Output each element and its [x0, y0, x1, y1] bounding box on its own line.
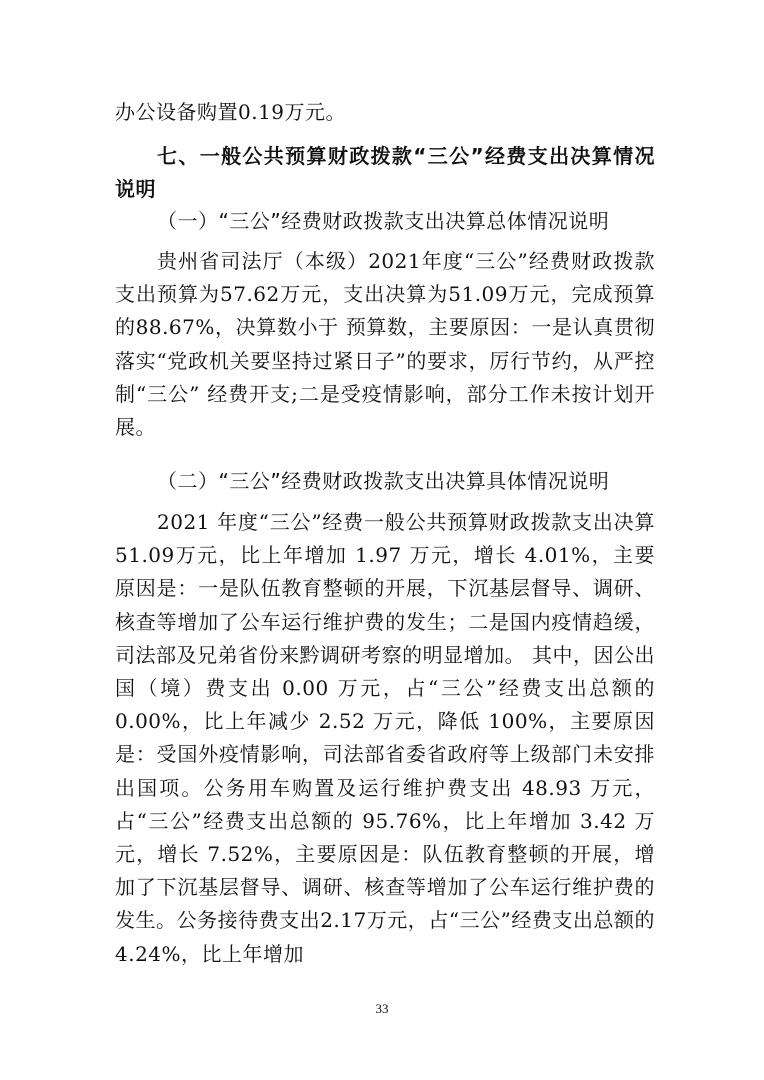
- page-number: 33: [375, 1001, 389, 1016]
- paragraph-overall: 贵州省司法厅（本级）2021年度“三公”经费财政拨款支出预算为57.62万元，支出决算为51.09万元，完成预算的88.67%，决算数小于 预算数，主要原因：一是认真贯彻落实“党政机关要坚持过紧日子”的要求，厉行节约，从严控制“三公” 经费开支;二是受疫情影响，部分工作未按计划开展。: [115, 249, 655, 440]
- subheading-details: （二）“三公”经费财政拨款支出决算具体情况说明: [157, 469, 610, 493]
- paragraph-details: 2021 年度“三公”经费一般公共预算财政拨款支出决算51.09万元，比上年增加 1.97 万元，增长 4.01%，主要原因是：一是队伍教育整顿的开展，下沉基层督导、调研、核查等增加了公车运行维护费的发生；二是国内疫情趋缓，司法部及兄弟省份来黔调研考察的明显增加。 其中，因公出国（境）费支出 0.00 万元，占“三公”经费支出总额的 0.00%，比上年减少 2.52 万元，降低 100%，主要原因是：受国外疫情影响，司法部省委省政府等上级部门未安排出国项。公务用车购置及运行维护费支出 48.93 万元，占“三公”经费支出总额的 95.76%，比上年增加 3.42 万元，增长 7.52%，主要原因是：队伍教育整顿的开展，增加了下沉基层督导、调研、核查等增加了公车运行维护费的发生。公务接待费支出2.17万元，占“三公”经费支出总额的 4.24%，比上年增加: [115, 510, 655, 966]
- section-heading: 七、一般公共预算财政拨款“三公”经费支出决算情况说明: [115, 144, 655, 202]
- paragraph-continuation: 办公设备购置0.19万元。: [115, 100, 347, 124]
- subheading-overall: （一）“三公”经费财政拨款支出决算总体情况说明: [157, 209, 610, 233]
